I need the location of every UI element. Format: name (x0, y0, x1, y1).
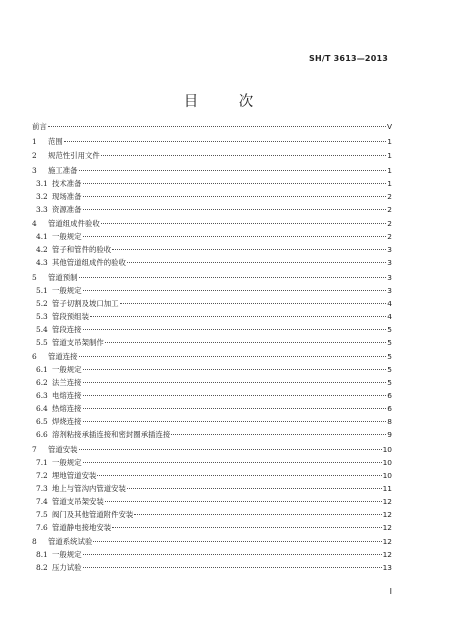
toc-entry-page: 1 (387, 151, 392, 160)
toc-entry-number: 3 (32, 165, 37, 175)
toc-entry-page: 9 (387, 430, 392, 439)
toc-entry-label: 其他管道组成件的验收 (52, 258, 126, 267)
dot-leader (83, 567, 382, 568)
dot-leader (83, 183, 387, 184)
toc-entry-page: 12 (382, 496, 392, 506)
dot-leader (112, 249, 386, 250)
toc-entry[interactable] (32, 256, 392, 269)
toc-entry-page: 2 (387, 191, 392, 201)
dot-leader (79, 170, 387, 171)
toc-entry[interactable] (32, 243, 392, 256)
toc-entry[interactable] (32, 521, 392, 534)
toc-entry-label: 管道静电接地安装 (52, 522, 112, 532)
toc-entry-label: 埋地管道安装 (52, 470, 97, 480)
toc-entry-number: 7.5 (36, 509, 48, 519)
toc-entry[interactable] (32, 482, 392, 495)
toc-entry[interactable] (32, 548, 392, 561)
toc-title: 目 次 (183, 94, 267, 110)
toc-entry[interactable] (32, 190, 392, 203)
toc-entry-number: 2 (32, 151, 37, 160)
toc-entry-page: 10 (382, 444, 392, 454)
toc-entry-page: 3 (387, 245, 392, 254)
toc-entry-page: 4 (387, 298, 392, 308)
toc-entry-number: 5.4 (36, 324, 48, 334)
toc-entry-number: 7 (32, 444, 37, 454)
toc-entry-label: 地上与管沟内管道安装 (52, 483, 126, 493)
toc-entry-label: 管子和管件的验收 (52, 245, 112, 254)
toc-entry-number: 7.3 (36, 483, 48, 493)
toc-entry-label: 一般规定 (52, 285, 82, 295)
dot-leader (79, 277, 387, 278)
toc-entry[interactable] (32, 535, 392, 548)
toc-entry-label: 一般规定 (52, 550, 82, 559)
toc-entry[interactable] (32, 230, 392, 243)
toc-entry-page: 6 (387, 391, 392, 400)
toc-entry[interactable] (32, 271, 392, 284)
toc-entry-label: 溶剂粘接承插连接和密封圈承插连接 (52, 430, 171, 439)
toc-entry[interactable] (32, 203, 392, 216)
toc-entry-label: 技术准备 (52, 178, 82, 188)
dot-leader (83, 236, 387, 237)
toc-entry-label: 现场准备 (52, 191, 82, 201)
toc-entry-label: 阀门及其他管道附件安装 (52, 509, 134, 519)
toc-entry-page: 13 (382, 563, 392, 572)
toc-entry-label: 管道预制 (48, 272, 78, 282)
toc-entry[interactable] (32, 508, 392, 521)
toc-entry-label: 焊烧连接 (52, 417, 82, 426)
dot-leader (83, 462, 382, 463)
toc-entry-page: 5 (387, 352, 392, 361)
toc-entry-page: 1 (387, 178, 392, 188)
toc-entry-number: 6.3 (36, 391, 48, 400)
dot-leader (105, 342, 387, 343)
toc-entry-page: 1 (387, 136, 392, 146)
toc-entry-number: 4.2 (36, 245, 48, 254)
dot-leader (134, 514, 381, 515)
dot-leader (83, 554, 382, 555)
toc-entry-number: 3.3 (36, 204, 48, 214)
toc-entry-number: 4.3 (36, 258, 48, 267)
toc-entry[interactable] (32, 443, 392, 456)
toc-entry-number: 3.2 (36, 191, 48, 201)
toc-entry-number: 4 (32, 219, 37, 228)
toc-entry[interactable] (32, 376, 392, 389)
toc-entry-number: 6.5 (36, 417, 48, 426)
toc-entry[interactable] (32, 135, 392, 148)
toc-entry[interactable] (32, 402, 392, 415)
toc-entry-label: 一般规定 (52, 232, 82, 241)
toc-entry-page: 5 (387, 365, 392, 374)
toc-entry[interactable] (32, 389, 392, 402)
dot-leader (83, 329, 387, 330)
toc-entry-page: 5 (387, 324, 392, 334)
toc-entry-label: 一般规定 (52, 457, 82, 467)
toc-entry[interactable] (32, 310, 392, 323)
dot-leader (83, 196, 387, 197)
toc-entry-label: 法兰连接 (52, 378, 82, 387)
page-number: I (389, 587, 392, 596)
toc-entry[interactable] (32, 284, 392, 297)
toc-entry[interactable] (32, 164, 392, 177)
toc-entry[interactable] (32, 149, 392, 162)
toc-entry-page: 10 (382, 470, 392, 480)
toc-entry-number: 6.6 (36, 430, 48, 439)
toc-entry-label: 一般规定 (52, 365, 82, 374)
dot-leader (83, 421, 387, 422)
dot-leader (101, 223, 387, 224)
toc-entry-page: 6 (387, 404, 392, 413)
toc-entry-label: 管道连接 (48, 352, 78, 361)
dot-leader (120, 303, 387, 304)
toc-entry-page: 2 (387, 232, 392, 241)
toc-entry-label: 规范性引用文件 (48, 151, 100, 160)
toc-entry-number: 6.2 (36, 378, 48, 387)
dot-leader (127, 262, 386, 263)
toc-entry[interactable] (32, 323, 392, 336)
toc-entry[interactable] (32, 561, 392, 574)
toc-entry[interactable] (32, 177, 392, 190)
toc-entry-page: 1 (387, 165, 392, 175)
toc-entry-label: 管道支吊架安装 (52, 496, 104, 506)
toc-entry-page: 12 (382, 550, 392, 559)
standard-code: SH/T 3613—2013 (309, 54, 388, 63)
dot-leader (64, 141, 387, 142)
toc-entry-page: 3 (387, 258, 392, 267)
toc-entry-label: 前言 (32, 122, 47, 131)
toc-entry-page: 12 (382, 522, 392, 532)
toc-entry-page: 4 (387, 311, 392, 321)
toc-entry-page: 5 (387, 337, 392, 347)
dot-leader (171, 434, 386, 435)
toc-entry[interactable] (32, 120, 392, 133)
toc-entry-number: 5.5 (36, 337, 48, 347)
toc-entry[interactable] (32, 469, 392, 482)
toc-entry-label: 施工准备 (48, 165, 78, 175)
toc-entry-number: 5.1 (36, 285, 48, 295)
toc-entry-page: V (386, 122, 392, 131)
toc-entry-page: 12 (382, 537, 392, 546)
toc-entry-number: 6.4 (36, 404, 48, 413)
dot-leader (83, 290, 387, 291)
toc-entry-label: 管道支吊架制作 (52, 337, 104, 347)
toc-entry-page: 10 (382, 457, 392, 467)
toc-entry-number: 6.1 (36, 365, 48, 374)
toc-entry-number: 8 (32, 537, 37, 546)
toc-entry-number: 7.1 (36, 457, 48, 467)
toc-entry-number: 5.2 (36, 298, 48, 308)
toc-entry-label: 管段连接 (52, 324, 82, 334)
toc-entry-number: 1 (32, 136, 37, 146)
toc-entry[interactable] (32, 415, 392, 428)
toc-entry[interactable] (32, 217, 392, 230)
dot-leader (127, 488, 382, 489)
dot-leader (105, 501, 382, 502)
toc-entry-number: 8.2 (36, 563, 48, 572)
dot-leader (83, 369, 387, 370)
toc-entry-label: 管道组成件验收 (48, 219, 100, 228)
toc-entry-page: 3 (387, 285, 392, 295)
dot-leader (79, 449, 382, 450)
toc-entry[interactable] (32, 363, 392, 376)
toc-entry-page: 3 (387, 272, 392, 282)
toc-entry-number: 3.1 (36, 178, 48, 188)
toc-entry-label: 热熔连接 (52, 404, 82, 413)
toc-entry[interactable] (32, 428, 392, 441)
toc-entry-number: 6 (32, 352, 37, 361)
toc-entry-label: 管道安装 (48, 444, 78, 454)
dot-leader (90, 316, 386, 317)
toc-entry-label: 电熔连接 (52, 391, 82, 400)
toc-entry-label: 压力试验 (52, 563, 82, 572)
toc-entry-number: 5 (32, 272, 37, 282)
dot-leader (112, 527, 381, 528)
toc-entry-number: 7.6 (36, 522, 48, 532)
toc-entry-page: 12 (382, 509, 392, 519)
dot-leader (93, 541, 381, 542)
toc-entry-number: 7.2 (36, 470, 48, 480)
toc-entry-page: 2 (387, 204, 392, 214)
toc-entry-page: 5 (387, 378, 392, 387)
toc-entry-number: 7.4 (36, 496, 48, 506)
toc-entry-number: 5.3 (36, 311, 48, 321)
toc-entry-number: 8.1 (36, 550, 48, 559)
dot-leader (97, 475, 381, 476)
dot-leader (101, 155, 387, 156)
dot-leader (83, 382, 387, 383)
toc-entry-number: 4.1 (36, 232, 48, 241)
toc-entry[interactable] (32, 350, 392, 363)
toc-entry-label: 管段预组装 (52, 311, 89, 321)
dot-leader (48, 126, 386, 127)
toc-entry-label: 管子切割及坡口加工 (52, 298, 119, 308)
dot-leader (83, 209, 387, 210)
dot-leader (83, 395, 387, 396)
toc-entry[interactable] (32, 336, 392, 349)
dot-leader (83, 408, 387, 409)
toc-entry-page: 11 (382, 483, 392, 493)
toc-entry[interactable] (32, 495, 392, 508)
dot-leader (79, 356, 387, 357)
toc-entry-label: 资源准备 (52, 204, 82, 214)
toc-entry[interactable] (32, 456, 392, 469)
table-of-contents (32, 120, 392, 574)
toc-entry-label: 管道系统试验 (48, 537, 93, 546)
toc-entry-page: 8 (387, 417, 392, 426)
toc-entry-label: 范围 (48, 136, 63, 146)
toc-entry[interactable] (32, 297, 392, 310)
toc-entry-page: 2 (387, 219, 392, 228)
